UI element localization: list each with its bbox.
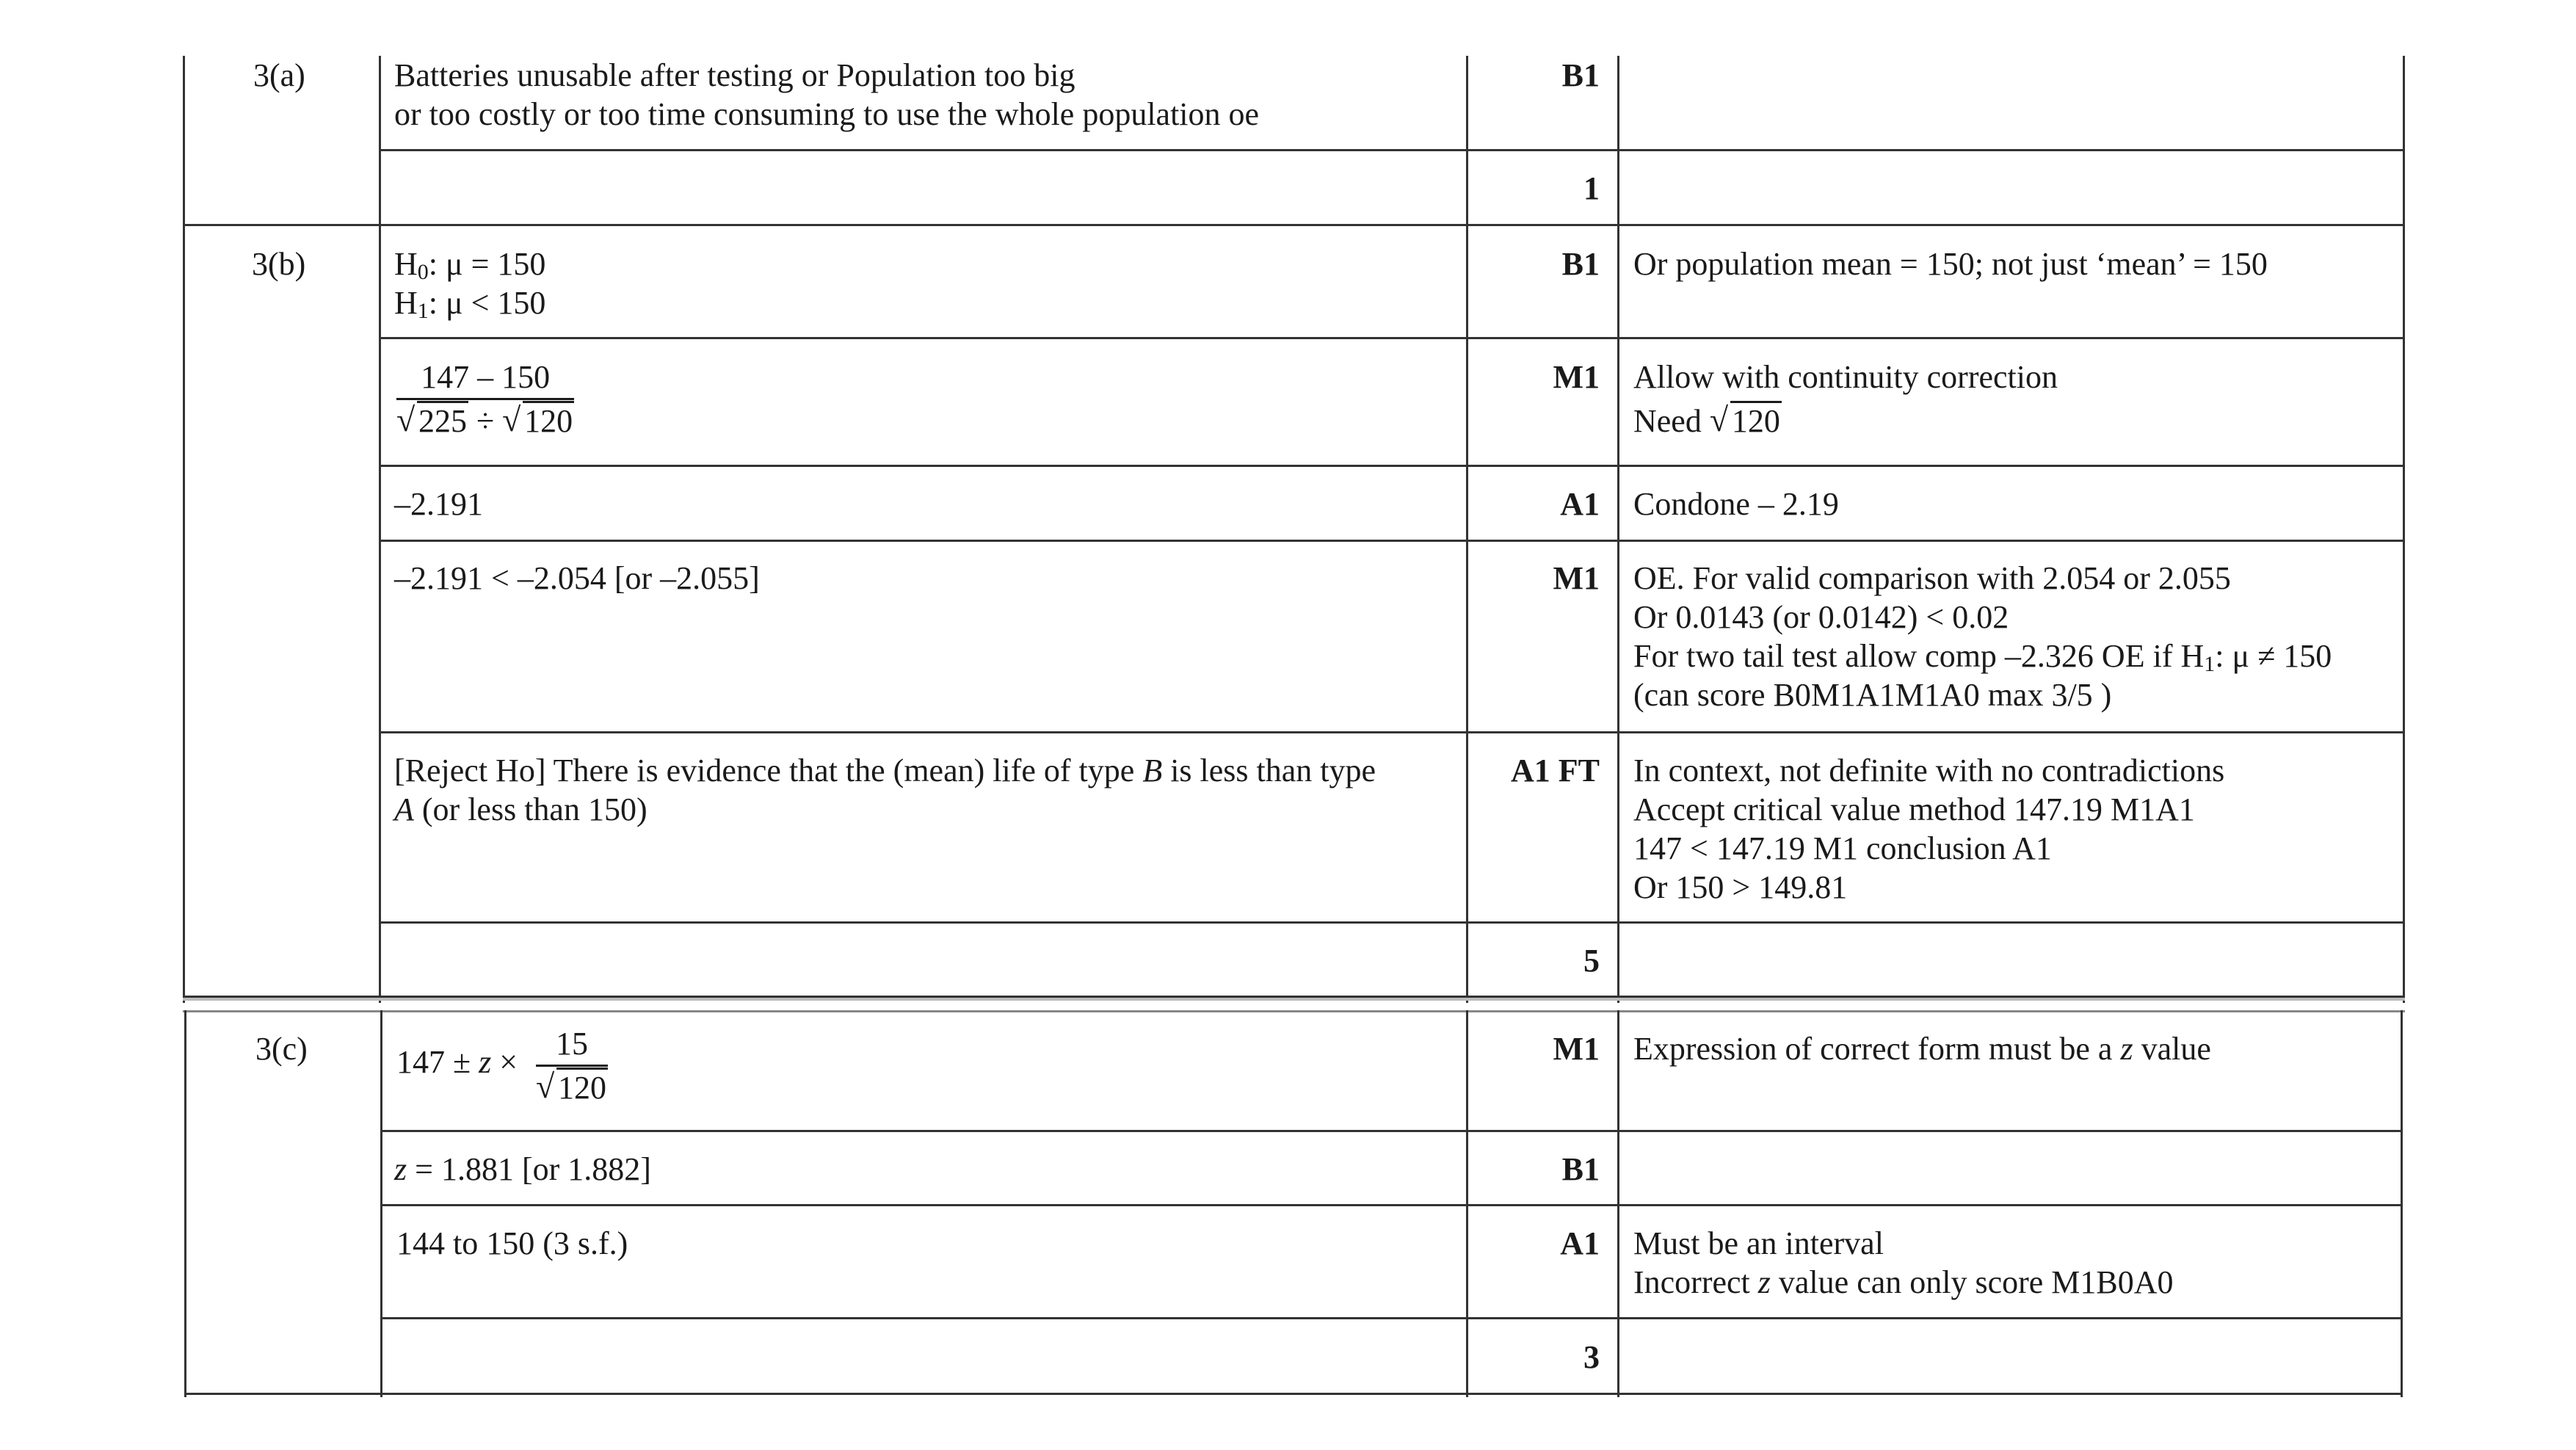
mark-code: A1 FT (1511, 753, 1600, 789)
guidance-text: (can score B0M1A1M1A0 max 3/5 ) (1633, 677, 2112, 713)
answer-text: [Reject Ho] There is evidence that the (mean) life of type B is less than type (394, 753, 1376, 789)
grid-line (183, 224, 2405, 226)
grid-line (184, 1010, 186, 1397)
guidance-text: Expression of correct form must be a z value (1633, 1031, 2211, 1067)
alternative-hypothesis: $H_1$: μ < 150 (394, 285, 546, 323)
grid-line (184, 1393, 2403, 1395)
answer-text: –2.191 < –2.054 [or –2.055] (394, 560, 760, 596)
fraction-numerator: 15 (536, 1024, 608, 1067)
grid-line (380, 1317, 2403, 1319)
mark-total: 3 (1583, 1339, 1600, 1375)
guidance-text: For two tail test allow comp –2.326 OE if $H_1$: μ ≠ 150 (1633, 638, 2332, 676)
guidance-text: Need √ 120 (1633, 402, 1782, 441)
mark-code: M1 (1553, 1031, 1600, 1067)
guidance-text: Or 0.0143 (or 0.0142) < 0.02 (1633, 599, 2009, 635)
grid-line (183, 56, 185, 1003)
guidance-text: In context, not definite with no contradictions (1633, 753, 2225, 789)
question-number: 3(b) (252, 246, 306, 282)
guidance-text: Accept critical value method 147.19 M1A1 (1633, 791, 2195, 827)
grid-line (379, 149, 2405, 151)
mark-total: 5 (1583, 943, 1600, 979)
answer-text: 144 to 150 (3 s.f.) (396, 1225, 628, 1261)
mark-code: B1 (1561, 57, 1600, 93)
mark-code: A1 (1560, 486, 1600, 522)
test-statistic-fraction (396, 358, 574, 441)
guidance-text: Must be an interval (1633, 1225, 1884, 1261)
guidance-text: OE. For valid comparison with 2.054 or 2.055 (1633, 560, 2231, 596)
mark-code: A1 (1560, 1225, 1600, 1261)
block-separator (183, 1010, 2405, 1012)
answer-text: z = 1.881 [or 1.882] (394, 1151, 651, 1187)
mark-total: 1 (1583, 170, 1600, 206)
answer-text: or too costly or too time consuming to use the whole population oe (394, 96, 1260, 132)
confidence-interval-expression: 147 ± z × (396, 1044, 518, 1080)
mark-code: M1 (1553, 560, 1600, 596)
mark-code: M1 (1553, 359, 1600, 395)
grid-line (2403, 56, 2405, 1003)
fraction-denominator: √ 120 (536, 1067, 608, 1107)
grid-line (379, 465, 2405, 467)
guidance-text: Or population mean = 150; not just ‘mean’ = 150 (1633, 246, 2268, 282)
null-hypothesis: $H_0$: μ = 150 (394, 246, 546, 284)
grid-line (379, 56, 381, 1003)
answer-text: –2.191 (394, 486, 483, 522)
grid-line (1466, 56, 1468, 1003)
ci-fraction (536, 1024, 608, 1107)
grid-line (379, 921, 2405, 924)
question-number: 3(c) (255, 1031, 308, 1067)
guidance-text: Allow with continuity correction (1633, 359, 2058, 395)
fraction-numerator: 147 – 150 (396, 358, 574, 400)
mark-code: B1 (1561, 246, 1600, 282)
answer-text: Batteries unusable after testing or Population too big (394, 57, 1075, 93)
guidance-text: Condone – 2.19 (1633, 486, 1839, 522)
guidance-text: 147 < 147.19 M1 conclusion A1 (1633, 830, 2052, 866)
grid-line (183, 996, 2405, 998)
grid-line (1617, 56, 1619, 1003)
grid-line (380, 1130, 2403, 1132)
answer-text: A (or less than 150) (394, 791, 647, 827)
grid-line (379, 540, 2405, 542)
grid-line (380, 1204, 2403, 1206)
guidance-text: Incorrect z value can only score M1B0A0 (1633, 1264, 2174, 1300)
grid-line (379, 731, 2405, 733)
grid-line (379, 337, 2405, 339)
question-number: 3(a) (253, 57, 305, 93)
fraction-denominator: √ 225 ÷ √ 120 (396, 400, 574, 441)
guidance-text: Or 150 > 149.81 (1633, 869, 1848, 905)
mark-code: B1 (1561, 1151, 1600, 1187)
block-separator (183, 998, 2405, 1001)
